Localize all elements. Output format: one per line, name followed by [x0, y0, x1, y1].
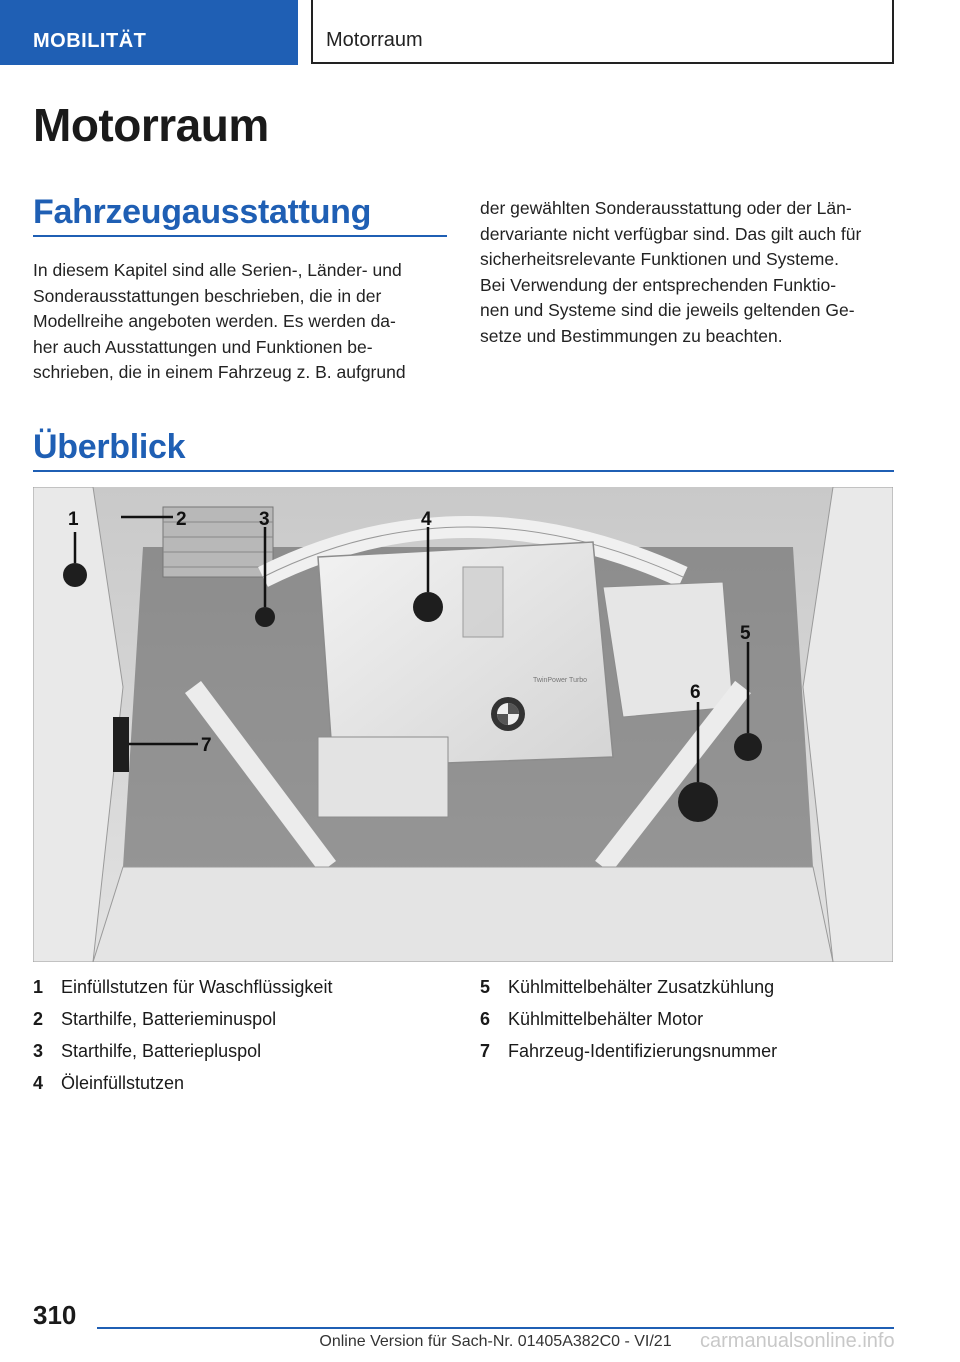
vin-plate-icon	[113, 717, 129, 772]
text-line: Sonderausstattungen beschrieben, die in der	[33, 285, 382, 306]
oil-cap-icon	[413, 592, 443, 622]
callout-2: 2	[176, 509, 187, 530]
engine-bay-illustration	[33, 487, 893, 962]
callout-5: 5	[740, 623, 751, 644]
header-section-tab: MOBILITÄT	[0, 0, 298, 65]
page-number: 310	[33, 1300, 77, 1330]
legend-text: Fahrzeug-Identifizierungsnummer	[508, 1041, 778, 1061]
legend-number: 2	[33, 1009, 44, 1029]
callout-1: 1	[68, 509, 79, 530]
legend-number: 3	[33, 1041, 44, 1061]
callout-3: 3	[259, 509, 270, 530]
intro-column-right	[480, 196, 894, 349]
footer-text: Online Version für Sach-Nr. 01405A382C0 - VI/21	[319, 1333, 672, 1350]
text-line: her auch Ausstattungen und Funktionen be-	[33, 336, 373, 357]
heading-ueberblick: Überblick	[33, 428, 894, 472]
footer-divider	[97, 1327, 894, 1329]
bmw-logo-icon	[491, 697, 525, 731]
text-line: der gewählten Sonderausstattung oder der Län-	[480, 198, 852, 218]
legend-number: 1	[33, 977, 44, 997]
text-line: Modellreihe angeboten werden. Es werden da-	[33, 311, 396, 331]
coolant-engine-cap-icon	[678, 782, 718, 822]
legend-number: 7	[480, 1041, 491, 1061]
engine-cover-label: TwinPower Turbo	[533, 677, 588, 684]
legend-number: 6	[480, 1009, 491, 1029]
legend-text: Kühlmittelbehälter Motor	[508, 1009, 704, 1029]
legend-text: Starthilfe, Batterieminuspol	[61, 1009, 277, 1029]
callout-7: 7	[201, 735, 212, 756]
legend-text: Öleinfüllstutzen	[61, 1073, 185, 1093]
engine-bay-figure	[33, 487, 893, 962]
header-chapter-box: Motorraum	[311, 0, 894, 64]
text-line: Bei Verwendung der entsprechenden Funktio-	[480, 274, 837, 295]
legend-number: 5	[480, 977, 491, 997]
legend-number: 4	[33, 1073, 44, 1093]
text-line: setze und Bestimmungen zu beachten.	[480, 325, 783, 346]
text-line: nen und Systeme sind die jeweils geltenden Ge-	[480, 300, 855, 320]
callout-6: 6	[690, 682, 701, 703]
battery-plus-icon	[255, 607, 275, 627]
heading-fahrzeugausstattung: Fahrzeugausstattung	[33, 193, 447, 237]
coolant-aux-cap-icon	[734, 733, 762, 761]
intro-column-left	[33, 258, 447, 386]
washer-cap-icon	[63, 563, 87, 587]
text-line: In diesem Kapitel sind alle Serien-, Länder- und	[33, 260, 402, 280]
legend-text: Einfüllstutzen für Waschflüssigkeit	[61, 977, 333, 997]
text-line: sicherheitsrelevante Funktionen und Systeme.	[480, 249, 839, 269]
legend-text: Starthilfe, Batteriepluspol	[61, 1041, 262, 1061]
text-line: schrieben, die in einem Fahrzeug z. B. aufgrund	[33, 362, 406, 382]
watermark: carmanualsonline.info	[700, 1330, 895, 1352]
legend-text: Kühlmittelbehälter Zusatzkühlung	[508, 977, 775, 997]
page-title: Motorraum	[33, 99, 269, 151]
text-line: dervariante nicht verfügbar sind. Das gilt auch für	[480, 223, 862, 244]
callout-4: 4	[421, 509, 432, 530]
